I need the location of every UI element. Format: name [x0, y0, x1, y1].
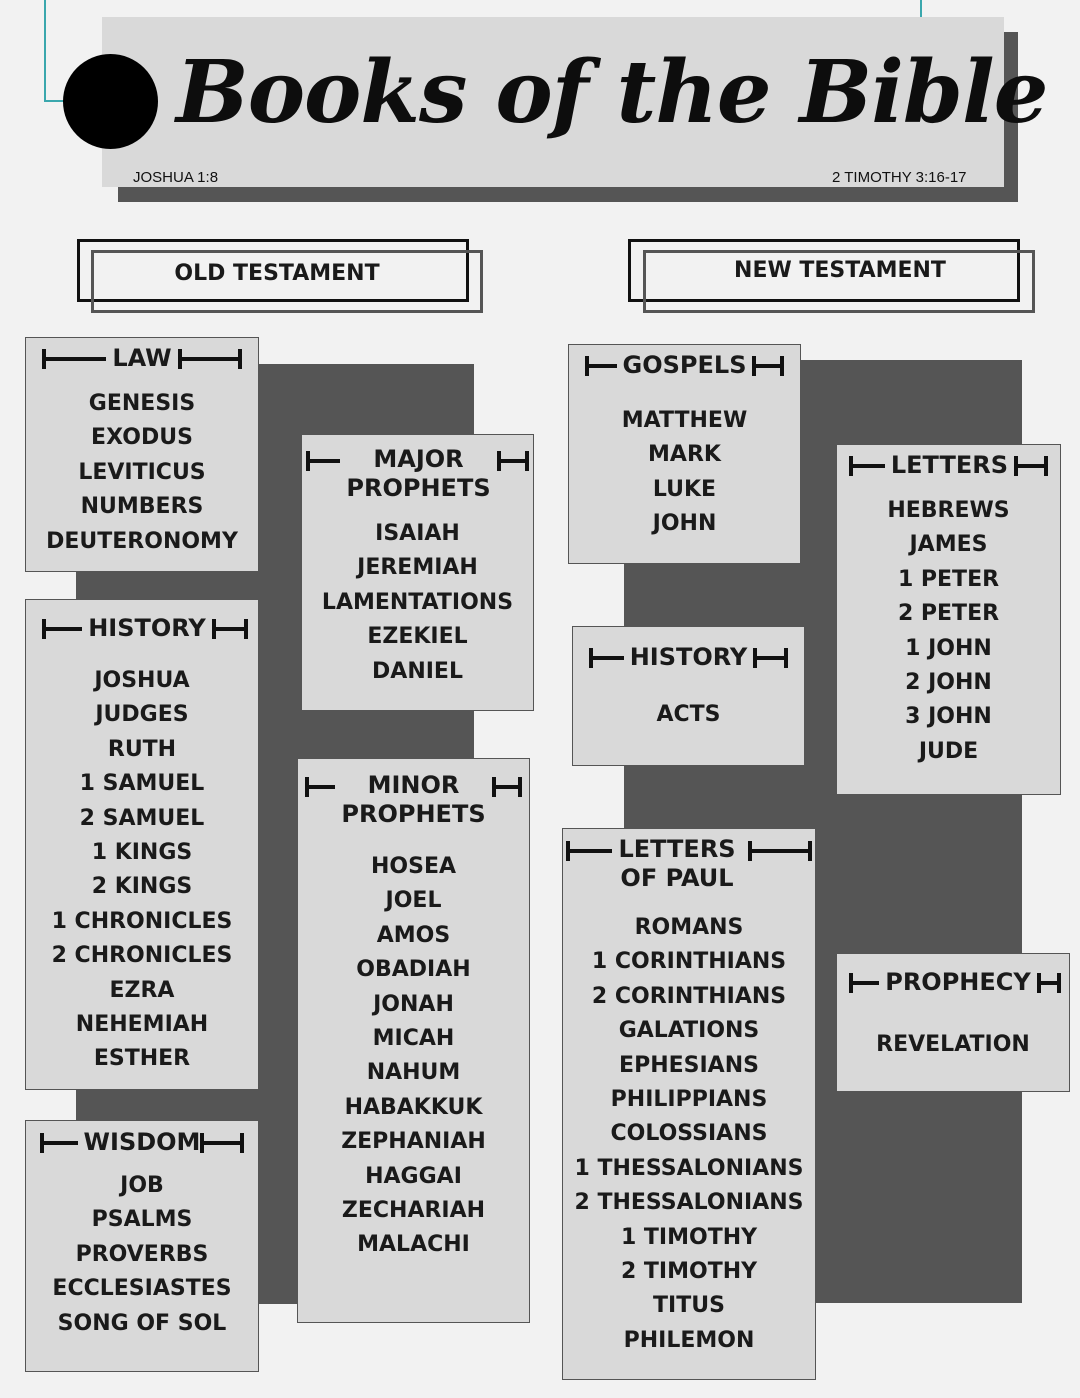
- bracket-left-icon: [849, 981, 879, 985]
- list-item: ZECHARIAH: [341, 1197, 486, 1223]
- list-item: 2 TIMOTHY: [620, 1258, 758, 1284]
- bracket-right-icon: [497, 459, 529, 463]
- minor-prophets-book-list: [298, 850, 529, 1263]
- major-prophets-book-list: [302, 517, 533, 689]
- nt-history-section: [572, 626, 805, 766]
- nt-history-header: [573, 643, 804, 672]
- list-item: OBADIAH: [356, 957, 471, 983]
- list-item: EXODUS: [91, 425, 193, 451]
- list-item: DEUTERONOMY: [46, 528, 238, 554]
- letters-of-paul-title: [618, 835, 735, 893]
- list-item: 2 CORINTHIANS: [591, 983, 787, 1009]
- bracket-right-icon: [492, 785, 522, 789]
- bracket-right-icon: [1014, 464, 1048, 468]
- prophecy-header: [837, 968, 1069, 997]
- letters-of-paul-title-line1: LETTERS: [618, 835, 736, 863]
- list-item: MATTHEW: [621, 408, 748, 433]
- ot-history-header: [26, 614, 258, 643]
- major-prophets-title: [346, 445, 490, 503]
- wisdom-section: [25, 1120, 259, 1372]
- list-item: NUMBERS: [80, 494, 204, 520]
- title-bullet-dot: [63, 54, 158, 149]
- bracket-right-icon: [178, 357, 242, 361]
- list-item: 1 TIMOTHY: [620, 1224, 758, 1250]
- gospels-header: [569, 351, 800, 380]
- list-item: HAGGAI: [365, 1163, 462, 1189]
- list-item: 2 PETER: [897, 601, 1000, 627]
- letters-book-list: [837, 494, 1060, 769]
- list-item: JOHN: [652, 511, 717, 537]
- scripture-reference-left: JOSHUA 1:8: [133, 169, 219, 186]
- list-item: 1 THESSALONIANS: [574, 1155, 804, 1181]
- ot-history-section: [25, 599, 259, 1090]
- list-item: PSALMS: [91, 1207, 193, 1233]
- list-item: EPHESIANS: [619, 1052, 759, 1078]
- letters-of-paul-title-line2: OF PAUL: [620, 864, 734, 892]
- list-item: 1 JOHN: [905, 635, 992, 661]
- wisdom-title: WISDOM: [83, 1128, 201, 1156]
- list-item: GALATIONS: [618, 1018, 760, 1044]
- gospels-book-list: [569, 404, 800, 542]
- bracket-left-icon: [305, 785, 335, 789]
- list-item: GENESIS: [88, 391, 196, 416]
- scripture-reference-right: 2 TIMOTHY 3:16-17: [832, 169, 967, 186]
- bracket-left-icon: [40, 1141, 78, 1145]
- list-item: JUDGES: [95, 702, 189, 728]
- law-header: [26, 344, 258, 373]
- wisdom-header: [26, 1128, 258, 1157]
- list-item: TITUS: [653, 1293, 725, 1319]
- list-item: NAHUM: [366, 1060, 461, 1086]
- major-prophets-section: [301, 434, 534, 711]
- list-item: ACTS: [656, 702, 721, 727]
- nt-history-book-list: [573, 698, 804, 732]
- bracket-left-icon: [306, 459, 340, 463]
- page-title: Books of the Bible: [176, 42, 1048, 143]
- ot-history-book-list: [26, 664, 258, 1077]
- old-testament-label: OLD TESTAMENT: [174, 261, 380, 286]
- list-item: JOB: [120, 1173, 164, 1198]
- letters-of-paul-book-list: [563, 911, 815, 1358]
- minor-prophets-section: [297, 758, 530, 1323]
- list-item: LAMENTATIONS: [321, 589, 514, 615]
- list-item: PROVERBS: [75, 1241, 209, 1267]
- list-item: AMOS: [376, 922, 451, 948]
- bracket-left-icon: [589, 656, 624, 660]
- list-item: ECCLESIASTES: [52, 1276, 232, 1302]
- list-item: 2 SAMUEL: [79, 805, 205, 831]
- bracket-left-icon: [42, 357, 106, 361]
- list-item: JAMES: [909, 532, 988, 558]
- letters-of-paul-section: [562, 828, 816, 1380]
- bracket-left-icon: [849, 464, 885, 468]
- prophecy-book-list: [837, 1028, 1069, 1062]
- list-item: JEREMIAH: [357, 555, 478, 581]
- list-item: MICAH: [372, 1025, 455, 1051]
- list-item: RUTH: [107, 736, 177, 762]
- list-item: SONG OF SOL: [57, 1310, 227, 1336]
- list-item: EZRA: [109, 977, 175, 1003]
- decorative-teal-line-left: [44, 0, 46, 102]
- prophecy-section: [836, 953, 1070, 1092]
- list-item: PHILIPPIANS: [610, 1086, 768, 1112]
- list-item: MARK: [648, 442, 721, 468]
- list-item: 1 PETER: [897, 566, 1000, 592]
- decorative-teal-line-right: [920, 0, 922, 18]
- bracket-right-icon: [752, 364, 784, 368]
- list-item: MALACHI: [357, 1232, 470, 1258]
- major-prophets-title-line1: MAJOR: [373, 445, 464, 473]
- wisdom-book-list: [26, 1169, 258, 1341]
- gospels-title: GOSPELS: [622, 351, 747, 379]
- list-item: 1 SAMUEL: [79, 771, 205, 797]
- letters-title: LETTERS: [890, 451, 1008, 479]
- list-item: ZEPHANIAH: [341, 1129, 486, 1155]
- bracket-left-icon: [42, 627, 82, 631]
- letters-header: [837, 451, 1060, 480]
- prophecy-title: PROPHECY: [885, 968, 1031, 996]
- bracket-right-icon: [200, 1141, 244, 1145]
- list-item: 2 CHRONICLES: [51, 943, 233, 969]
- list-item: ESTHER: [93, 1046, 191, 1072]
- law-book-list: [26, 387, 258, 559]
- list-item: HOSEA: [370, 854, 456, 879]
- minor-prophets-header: [298, 771, 529, 829]
- letters-of-paul-header: [563, 835, 815, 893]
- list-item: DANIEL: [372, 658, 463, 684]
- minor-prophets-title-line2: PROPHETS: [341, 800, 486, 828]
- list-item: LEVITICUS: [78, 459, 206, 485]
- list-item: 1 CHRONICLES: [51, 908, 233, 934]
- bracket-right-icon: [212, 627, 248, 631]
- minor-prophets-title: [341, 771, 485, 829]
- bracket-left-icon: [566, 849, 612, 853]
- list-item: ISAIAH: [375, 521, 460, 546]
- major-prophets-title-line2: PROPHETS: [346, 474, 491, 502]
- list-item: REVELATION: [876, 1032, 1030, 1057]
- major-prophets-header: [302, 445, 533, 503]
- list-item: LUKE: [652, 476, 717, 502]
- list-item: 3 JOHN: [905, 704, 992, 730]
- list-item: 2 THESSALONIANS: [574, 1190, 804, 1216]
- list-item: HEBREWS: [887, 498, 1010, 523]
- list-item: 2 JOHN: [905, 669, 992, 695]
- list-item: PHILEMON: [623, 1327, 755, 1353]
- list-item: COLOSSIANS: [610, 1121, 768, 1147]
- list-item: HABAKKUK: [344, 1094, 483, 1120]
- list-item: JONAH: [373, 991, 454, 1017]
- list-item: 2 KINGS: [91, 874, 193, 900]
- bracket-right-icon: [753, 656, 788, 660]
- ot-history-title: HISTORY: [88, 614, 206, 642]
- law-section: [25, 337, 259, 572]
- list-item: JOEL: [385, 888, 442, 914]
- law-title: LAW: [112, 344, 172, 372]
- gospels-section: [568, 344, 801, 564]
- bracket-right-icon: [748, 849, 812, 853]
- list-item: NEHEMIAH: [75, 1011, 209, 1037]
- list-item: 1 KINGS: [91, 839, 193, 865]
- list-item: JOSHUA: [94, 668, 190, 693]
- bracket-right-icon: [1037, 981, 1061, 985]
- bracket-left-icon: [585, 364, 617, 368]
- minor-prophets-title-line1: MINOR: [367, 771, 460, 799]
- list-item: ROMANS: [634, 915, 744, 940]
- nt-history-title: HISTORY: [629, 643, 748, 671]
- list-item: 1 CORINTHIANS: [591, 949, 787, 975]
- list-item: JUDE: [918, 738, 979, 764]
- list-item: EZEKIEL: [367, 624, 468, 650]
- new-testament-label: NEW TESTAMENT: [734, 258, 946, 283]
- letters-section: [836, 444, 1061, 795]
